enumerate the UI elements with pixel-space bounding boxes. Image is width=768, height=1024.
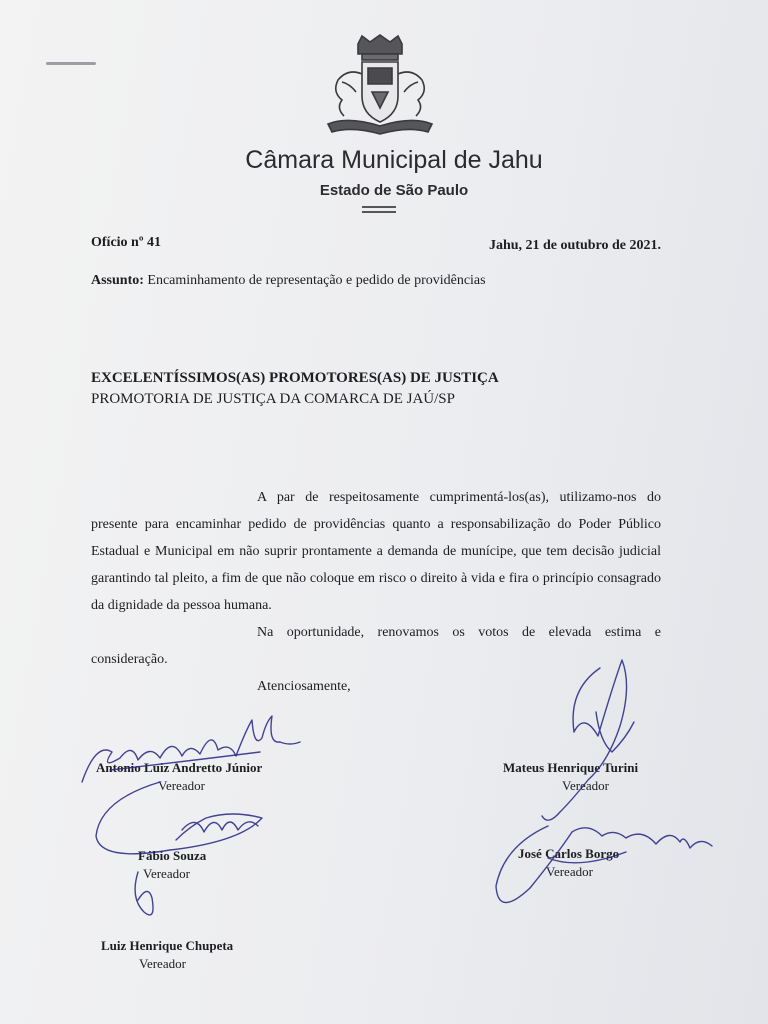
institution-name: Câmara Municipal de Jahu [245, 146, 543, 174]
letter-number: Ofício nº 41 [91, 235, 161, 250]
body-paragraph-1 [91, 484, 661, 619]
paragraph-2-text: Na oportunidade, renovamos os votos de elevada estima e consideração. [91, 625, 661, 667]
header-divider [362, 206, 396, 208]
recipient-title: EXCELENTÍSSIMOS(AS) PROMOTORES(AS) DE JUSTIÇA [91, 370, 499, 386]
subject-line [91, 273, 486, 289]
place-date: Jahu, 21 de outubro de 2021. [488, 238, 661, 253]
municipal-coat-of-arms-icon [318, 34, 442, 138]
signatory-name: José Carlos Borgo [518, 846, 620, 861]
header-divider-2 [362, 211, 396, 213]
signatory-role: Vereador [562, 778, 609, 793]
signature-3 [542, 660, 634, 820]
signatory-name: Mateus Henrique Turini [503, 760, 639, 775]
subject-label: Assunto: [91, 273, 144, 288]
institution-state: Estado de São Paulo [319, 182, 469, 199]
recipient-office: PROMOTORIA DE JUSTIÇA DA COMARCA DE JAÚ/SP [91, 391, 455, 407]
signatory-name: Luiz Henrique Chupeta [101, 938, 234, 953]
signatory-name: Fábio Souza [138, 848, 207, 863]
paragraph-1-text: A par de respeitosamente cumprimentá-los(as), utilizamo-nos do presente para encaminhar pedido de providências quanto a responsabilização do Poder Público Estadual e Municipal em não suprir prontamente a demanda de munícipe, que tem decisão judicial garantindo tal pleito, a fim de que não coloque em risco o direito à vida e fira o princípio consagrado da dignidade da pessoa humana. [91, 490, 661, 613]
scan-mark [46, 62, 96, 65]
signatory-role: Vereador [158, 778, 205, 793]
subject-text: Encaminhamento de representação e pedido de providências [147, 273, 486, 288]
signatory-role: Vereador [139, 956, 186, 971]
closing: Atenciosamente, [257, 679, 351, 694]
body-paragraph-2 [91, 619, 661, 673]
signatory-role: Vereador [546, 864, 593, 879]
signatory-role: Vereador [143, 866, 190, 881]
signatory-name: Antonio Luiz Andretto Júnior [96, 760, 263, 775]
signature-4 [496, 826, 712, 903]
